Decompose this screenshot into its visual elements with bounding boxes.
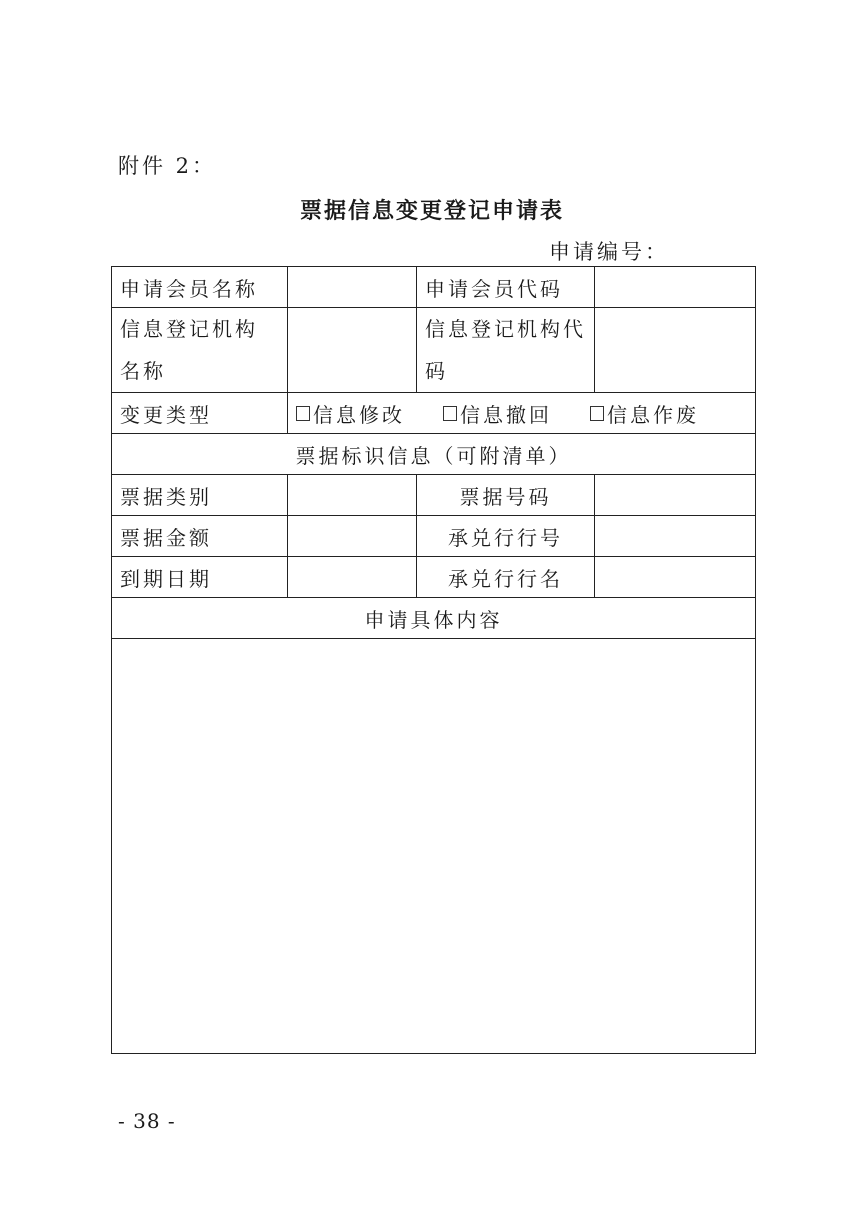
- bill-category-field[interactable]: [288, 475, 417, 516]
- application-number-label: 申请编号：: [549, 240, 669, 264]
- acceptor-bank-no-field[interactable]: [595, 516, 756, 557]
- acceptor-bank-name-field[interactable]: [595, 557, 756, 598]
- content-header: 申请具体内容: [112, 598, 756, 639]
- member-code-label: 申请会员代码: [417, 267, 595, 308]
- row-content-body: [112, 639, 756, 1054]
- option-withdraw-label: 信息撤回: [460, 402, 552, 427]
- org-name-field[interactable]: [288, 308, 417, 393]
- bill-amount-label: 票据金额: [112, 516, 288, 557]
- row-change-type: [112, 393, 756, 434]
- bill-category-label: 票据类别: [112, 475, 288, 516]
- acceptor-bank-no-label: 承兑行行号: [417, 516, 595, 557]
- bill-number-label: 票据号码: [417, 475, 595, 516]
- row-bill-category: [112, 475, 756, 516]
- due-date-label: 到期日期: [112, 557, 288, 598]
- option-modify-label: 信息修改: [313, 402, 405, 427]
- acceptor-bank-name-label: 承兑行行名: [417, 557, 595, 598]
- change-type-options: [288, 393, 756, 434]
- bill-number-field[interactable]: [595, 475, 756, 516]
- option-modify[interactable]: [296, 399, 405, 428]
- option-void[interactable]: [590, 399, 699, 428]
- void-checkbox[interactable]: [590, 406, 604, 421]
- change-type-label: 变更类型: [112, 393, 288, 434]
- application-form-table: [111, 266, 756, 1054]
- member-name-field[interactable]: [288, 267, 417, 308]
- member-name-label: 申请会员名称: [112, 267, 288, 308]
- org-code-label: 信息登记机构代码: [417, 308, 595, 393]
- org-code-field[interactable]: [595, 308, 756, 393]
- row-org: [112, 308, 756, 393]
- member-code-field[interactable]: [595, 267, 756, 308]
- due-date-field[interactable]: [288, 557, 417, 598]
- row-member: [112, 267, 756, 308]
- bill-info-header: 票据标识信息（可附清单）: [112, 434, 756, 475]
- row-due-date: [112, 557, 756, 598]
- option-void-label: 信息作废: [607, 402, 699, 427]
- page-number: - 38 -: [118, 1109, 176, 1133]
- option-withdraw[interactable]: [443, 399, 552, 428]
- form-title: 票据信息变更登记申请表: [299, 198, 564, 224]
- org-name-label: 信息登记机构名称: [112, 308, 288, 393]
- withdraw-checkbox[interactable]: [443, 406, 457, 421]
- bill-amount-field[interactable]: [288, 516, 417, 557]
- row-bill-amount: [112, 516, 756, 557]
- row-content-header: [112, 598, 756, 639]
- row-bill-info-header: [112, 434, 756, 475]
- modify-checkbox[interactable]: [296, 406, 310, 421]
- attachment-label: 附件 2：: [118, 154, 217, 178]
- content-area[interactable]: [112, 639, 756, 1054]
